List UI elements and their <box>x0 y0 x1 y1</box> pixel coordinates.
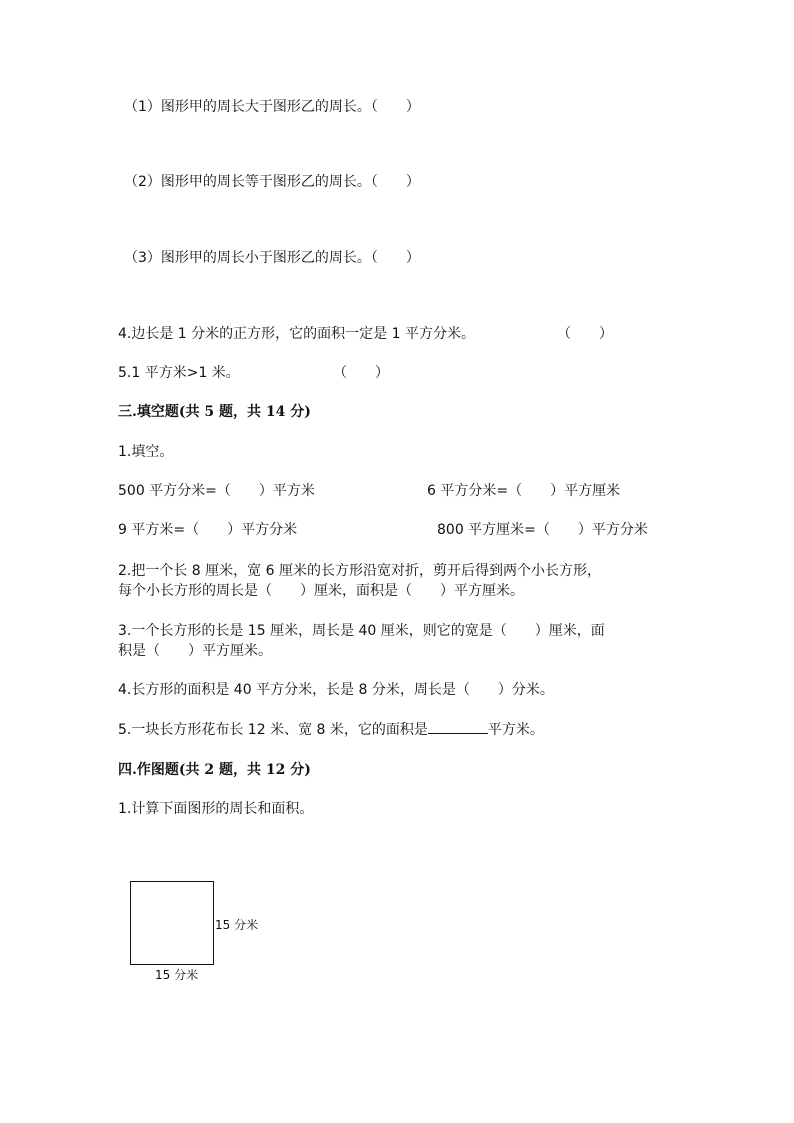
s3-q1-item-4: 800 平方厘米=（ ）平方分米 <box>437 522 648 538</box>
s3-q3-line1: 3.一个长方形的长是 15 厘米，周长是 40 厘米，则它的宽是（ ）厘米，面 <box>118 623 605 639</box>
judge-sub-2: （2）图形甲的周长等于图形乙的周长。（ ） <box>124 174 420 190</box>
judge-q4: 4.边长是 1 分米的正方形，它的面积一定是 1 平方分米。 <box>118 326 475 342</box>
judge-sub-1: （1）图形甲的周长大于图形乙的周长。（ ） <box>124 99 420 115</box>
s4-q1: 1.计算下面图形的周长和面积。 <box>118 801 314 817</box>
s3-q2-line1: 2.把一个长 8 厘米，宽 6 厘米的长方形沿宽对折，剪开后得到两个小长方形， <box>118 563 601 579</box>
s3-q3-line2: 积是（ ）平方厘米。 <box>118 643 272 659</box>
judge-q5-paren: （ ） <box>333 365 389 381</box>
square-figure <box>130 881 214 965</box>
answer-blank <box>428 719 488 734</box>
s3-q1-item-3: 9 平方米=（ ）平方分米 <box>118 522 298 538</box>
s3-q4: 4.长方形的面积是 40 平方分米，长是 8 分米，周长是（ ）分米。 <box>118 682 554 698</box>
s3-q1-title: 1.填空。 <box>118 444 174 460</box>
s3-q2-line2: 每个小长方形的周长是（ ）厘米，面积是（ ）平方厘米。 <box>118 583 524 599</box>
judge-sub-3: （3）图形甲的周长小于图形乙的周长。（ ） <box>124 250 420 266</box>
s3-q5-before: 5.一块长方形花布长 12 米、宽 8 米，它的面积是 <box>118 722 428 738</box>
s3-q1-item-1: 500 平方分米=（ ）平方米 <box>118 483 315 499</box>
section3-heading: 三.填空题(共 5 题，共 14 分) <box>118 404 311 420</box>
judge-q4-paren: （ ） <box>557 326 613 342</box>
square-bottom-label: 15 分米 <box>155 968 199 982</box>
s3-q5 <box>118 719 544 740</box>
section4-heading: 四.作图题(共 2 题，共 12 分) <box>118 762 311 778</box>
s3-q5-after: 平方米。 <box>487 722 544 738</box>
square-side-label: 15 分米 <box>215 918 259 932</box>
s3-q1-item-2: 6 平方分米=（ ）平方厘米 <box>427 483 621 499</box>
judge-q5: 5.1 平方米>1 米。 <box>118 365 240 381</box>
